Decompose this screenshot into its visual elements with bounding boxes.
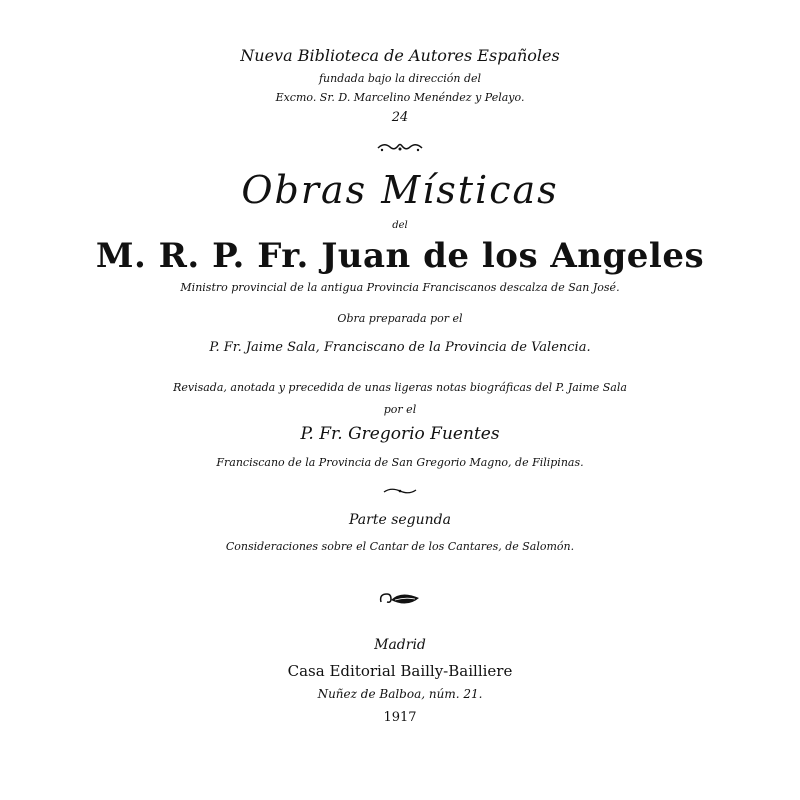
imprint-city: Madrid: [374, 637, 426, 653]
small-flourish: [0, 481, 800, 500]
author-role: Ministro provincial de la antigua Provincia Franciscanos descalza de San José.: [180, 281, 620, 294]
imprint-publisher: Casa Editorial Bailly-Bailliere: [287, 662, 513, 680]
series-title: Nueva Biblioteca de Autores Españoles: [240, 46, 560, 65]
part-subtitle: Consideraciones sobre el Cantar de los Cantares, de Salomón.: [225, 540, 575, 553]
leaf-ornament: [0, 588, 800, 614]
reviser-role: Franciscano de la Provincia de San Gregorio Magno, de Filipinas.: [216, 456, 584, 469]
imprint-address: Nuñez de Balboa, núm. 21.: [317, 687, 483, 701]
main-title: Obras Místicas: [241, 168, 559, 212]
por-el: por el: [383, 403, 417, 416]
series-director: Excmo. Sr. D. Marcelino Menéndez y Pelayo.: [275, 91, 525, 104]
reviser: P. Fr. Gregorio Fuentes: [300, 424, 500, 444]
title-del: del: [392, 220, 408, 231]
volume-number: 24: [391, 110, 409, 125]
preparer: P. Fr. Jaime Sala, Franciscano de la Provincia de Valencia.: [209, 340, 591, 355]
imprint-year: 1917: [383, 710, 417, 725]
scroll-ornament: [0, 139, 800, 158]
part-label: Parte segunda: [349, 512, 451, 528]
series-founded: fundada bajo la dirección del: [318, 72, 482, 85]
prepared-by: Obra preparada por el: [337, 312, 463, 325]
revised-note: Revisada, anotada y precedida de unas ligeras notas biográficas del P. Jaime Sala: [173, 381, 627, 394]
author-name: M. R. P. Fr. Juan de los Angeles: [95, 236, 705, 276]
